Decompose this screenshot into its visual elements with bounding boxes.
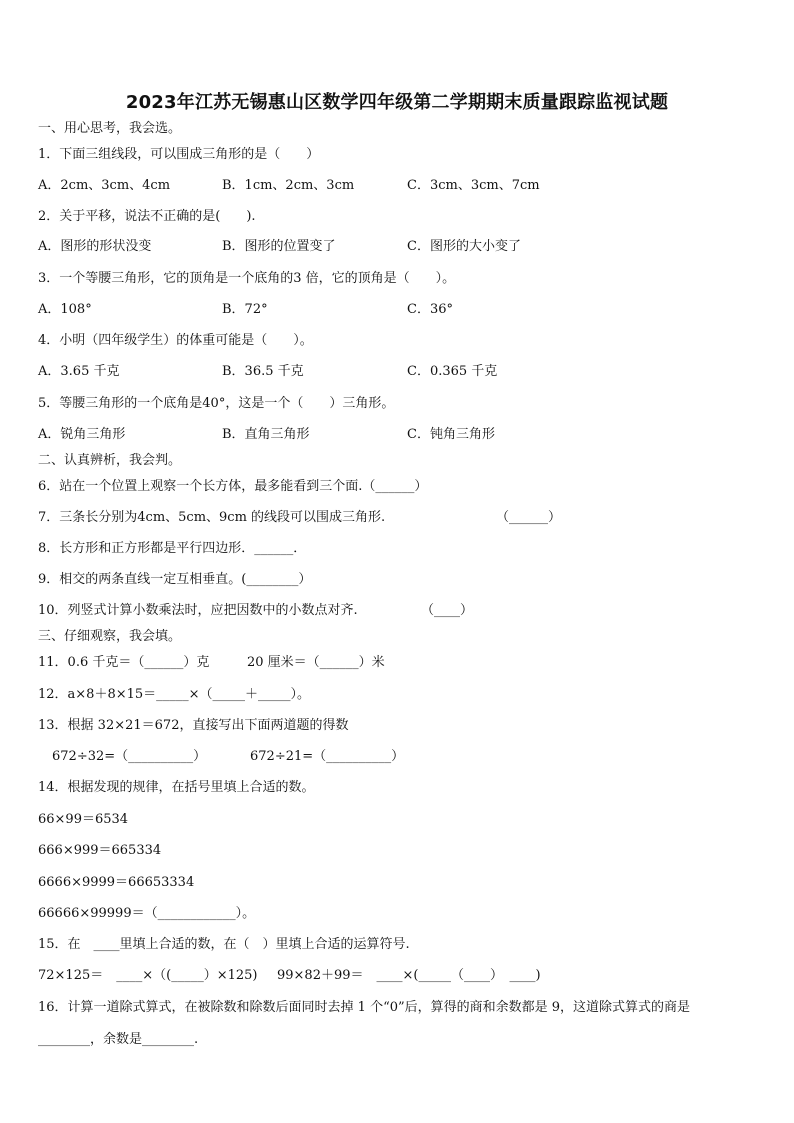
section-1-heading: 一、用心思考，我会选。 [38, 121, 182, 136]
q1-option-c: C．3cm、3cm、7cm [407, 178, 540, 193]
question-11-part-a: 11．0.6 千克＝（______）克 [38, 655, 210, 670]
q3-option-a: A．108° [38, 302, 92, 317]
q2-option-b: B．图形的位置变了 [222, 239, 336, 254]
q2-option-a: A．图形的形状没变 [38, 239, 152, 254]
question-13-part-b: 672÷21=（__________） [250, 749, 405, 764]
question-9: 9．相交的两条直线一定互相垂直。(________） [38, 572, 312, 587]
question-7: 7．三条长分别为4cm、5cm、9cm 的线段可以围成三角形. [38, 510, 386, 525]
question-14-line-2: 666×999＝665334 [38, 843, 162, 858]
question-5: 5．等腰三角形的一个底角是40°，这是一个（ ）三角形。 [38, 396, 395, 411]
question-3: 3．一个等腰三角形，它的顶角是一个底角的3 倍，它的顶角是（ ）。 [38, 271, 456, 286]
q3-option-b: B．72° [222, 302, 268, 317]
question-15-part-a: 72×125＝ ____×（(_____）×125) [38, 968, 258, 983]
q4-option-c: C．0.365 千克 [407, 364, 498, 379]
question-13-part-a: 672÷32=（__________） [52, 749, 207, 764]
question-16-line-2: ________，余数是________. [38, 1032, 199, 1047]
q5-option-b: B．直角三角形 [222, 427, 310, 442]
question-4: 4．小明（四年级学生）的体重可能是（ ）。 [38, 333, 313, 348]
question-12: 12．a×8＋8×15＝_____×（_____＋_____）。 [38, 687, 311, 702]
q4-option-b: B．36.5 千克 [222, 364, 304, 379]
question-1: 1．下面三组线段，可以围成三角形的是（ ） [38, 147, 320, 162]
question-15: 15．在 ____里填上合适的数，在（ ）里填上合适的运算符号. [38, 937, 410, 952]
question-14-line-3: 6666×9999＝66653334 [38, 875, 195, 890]
question-14: 14．根据发现的规律，在括号里填上合适的数。 [38, 780, 315, 795]
question-8: 8．长方形和正方形都是平行四边形．______． [38, 541, 307, 556]
q5-option-c: C．钝角三角形 [407, 427, 495, 442]
question-16-line-1: 16．计算一道除式算式，在被除数和除数后面同时去掉 1 个“0”后，算得的商和余数都是 9，这道除式算式的商是 [38, 1000, 691, 1015]
question-10: 10．列竖式计算小数乘法时，应把因数中的小数点对齐. [38, 603, 358, 618]
question-7-blank: （______） [496, 510, 562, 525]
question-10-blank: （____） [421, 603, 474, 618]
q1-option-a: A．2cm、3cm、4cm [38, 178, 171, 193]
question-15-part-b: 99×82＋99＝ ____×(_____（____） ____) [277, 968, 541, 983]
q1-option-b: B．1cm、2cm、3cm [222, 178, 355, 193]
page-title: 2023年江苏无锡惠山区数学四年级第二学期期末质量跟踪监视试题 [125, 92, 669, 113]
section-2-heading: 二、认真辨析，我会判。 [38, 453, 182, 468]
q4-option-a: A．3.65 千克 [38, 364, 120, 379]
question-11-part-b: 20 厘米＝（______）米 [247, 655, 385, 670]
question-13: 13．根据 32×21＝672，直接写出下面两道题的得数 [38, 718, 349, 733]
q2-option-c: C．图形的大小变了 [407, 239, 521, 254]
q3-option-c: C．36° [407, 302, 453, 317]
question-14-line-4: 66666×99999＝（____________）。 [38, 906, 256, 921]
question-2: 2．关于平移，说法不正确的是( ). [38, 209, 256, 224]
section-3-heading: 三、仔细观察，我会填。 [38, 629, 182, 644]
question-14-line-1: 66×99＝6534 [38, 812, 129, 827]
q5-option-a: A．锐角三角形 [38, 427, 126, 442]
question-6: 6．站在一个位置上观察一个长方体，最多能看到三个面.（______） [38, 479, 428, 494]
